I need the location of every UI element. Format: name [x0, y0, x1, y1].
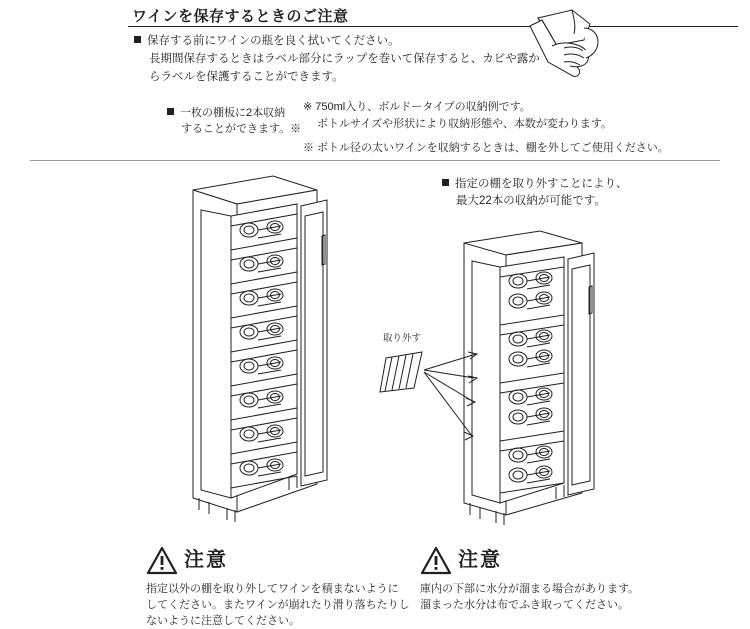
caution-right-header [420, 543, 639, 577]
caution-block-left [146, 543, 410, 629]
right-note-line-2: 最大22本の収納が可能です。 [456, 195, 606, 207]
subnote-right-line-4: ※ ボトル径の太いワインを収納するときは、棚を外してご使用ください。 [303, 142, 669, 154]
hand-wiping-bottle-illustration [512, 6, 608, 84]
caution-right-line-1: 庫内の下部に水分が溜まる場合があります。 [420, 583, 640, 595]
right-note-line-1: 指定の棚を取り外すことにより、 [455, 178, 628, 190]
caution-left-word: 注意 [184, 549, 228, 571]
subnote-right-line-1: ※ 750ml入り、ボルドータイプの収納例です。 [303, 101, 531, 113]
header-divider [128, 26, 738, 27]
right-note [442, 176, 628, 210]
caution-left-header [146, 543, 410, 577]
page-title: ワインを保存するときのご注意 [132, 8, 349, 25]
square-bullet-icon [134, 36, 141, 43]
caution-right-body [420, 581, 639, 613]
subnote-left [167, 105, 301, 137]
removable-shelf-illustration [378, 340, 508, 460]
caution-left-line-2: してください。またワインが崩れたり滑り落ちたりし [146, 599, 410, 611]
wine-cellar-8-shelf-illustration [165, 168, 345, 538]
subnote-left-line-1: 一枚の棚板に2本収納 [180, 107, 286, 119]
note-line-1 [134, 32, 400, 48]
square-bullet-icon-3 [442, 179, 449, 186]
caution-right-word: 注意 [458, 549, 502, 571]
square-bullet-icon-2 [167, 108, 174, 115]
note-line-2: 長期間保存するときはラベル部分にラップを巻いて保存すると、カビや露か [149, 53, 540, 65]
subnote-left-line-2: することができます。※ [181, 123, 302, 135]
caution-left-line-1: 指定以外の棚を取り外してワインを積まないように [146, 583, 399, 595]
warning-triangle-icon-2 [420, 546, 452, 575]
caution-left-line-3: ないように注意してください。 [146, 615, 300, 627]
subnote-right [303, 99, 669, 157]
caution-right-line-2: 溜まった水分は布でふき取ってください。 [420, 599, 629, 611]
note-line-1-text: 保存する前にワインの瓶を良く拭いてください。 [147, 35, 400, 47]
note-line-3: らラベルを保護することができます。 [149, 71, 344, 83]
caution-left-body [146, 581, 410, 629]
removal-label: 取り外す [383, 333, 422, 344]
subnote-right-line-2: ボトルサイズや形状により収納形態や、本数が変わります。 [317, 118, 613, 130]
warning-triangle-icon [146, 546, 178, 575]
caution-block-right [420, 543, 639, 613]
section-divider [30, 160, 720, 161]
